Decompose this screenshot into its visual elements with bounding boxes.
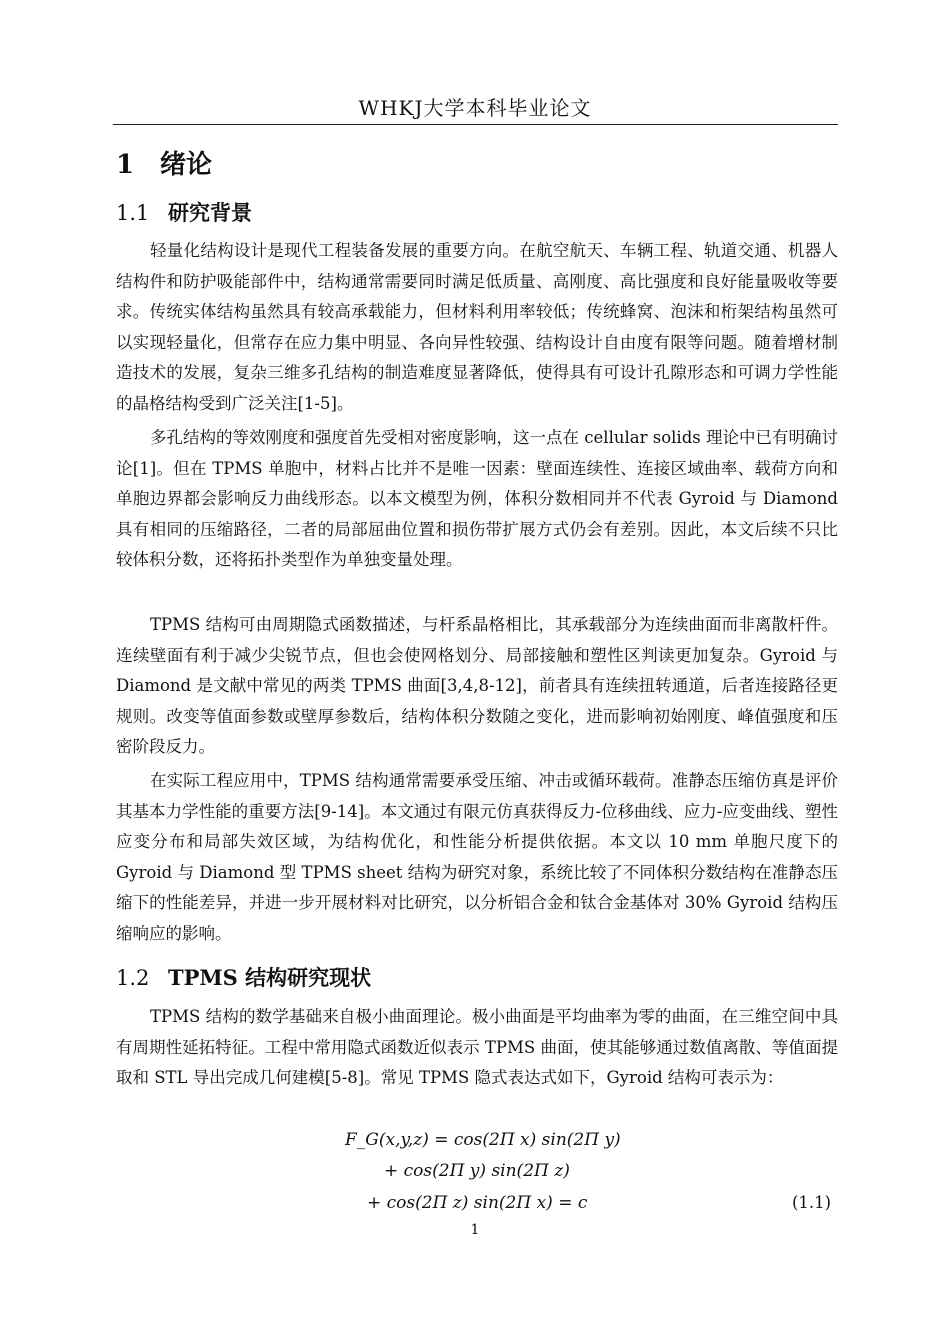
page-number: 1	[470, 1222, 480, 1238]
paragraph: 多孔结构的等效刚度和强度首先受相对密度影响，这一点在 cellular solids 理论中已有明确讨论[1]。但在 TPMS 单胞中，材料占比并不是唯一因素：壁面连续性、连接区域曲率、载荷方向和单胞边界都会影响反力曲线形态。以本文模型为例，体积分数相同并不代表 Gyroid 与 Diamond 具有相同的压缩路径，二者的局部屈曲位置和损伤带扩展方式仍会有差别。因此，本文后续不只比较体积分数，还将拓扑类型作为单独变量处理。	[116, 428, 838, 570]
chapter-title: 绪论	[160, 150, 213, 180]
chapter-heading	[116, 144, 212, 181]
equation-line-3: + cos(2Π z) sin(2Π x) = c	[367, 1193, 588, 1213]
section-title: TPMS 结构研究现状	[168, 965, 372, 990]
section-heading-1-1	[116, 197, 252, 227]
paragraph: TPMS 结构可由周期隐式函数描述，与杆系晶格相比，其承载部分为连续曲面而非离散杆件。连续壁面有利于减少尖锐节点，但也会使网格划分、局部接触和塑性区判读更加复杂。Gyroid 与 Diamond 是文献中常见的两类 TPMS 曲面[3,4,8-12]，前者具有连续扭转通道，后者连接路径更规则。改变等值面参数或壁厚参数后，结构体积分数随之变化，进而影响初始刚度、峰值强度和压密阶段反力。	[116, 615, 838, 757]
equation-number: (1.1)	[792, 1193, 832, 1212]
equation-line-2: + cos(2Π y) sin(2Π z)	[384, 1161, 570, 1181]
paragraph: 轻量化结构设计是现代工程装备发展的重要方向。在航空航天、车辆工程、轨道交通、机器人结构件和防护吸能部件中，结构通常需要同时满足低质量、高刚度、高比强度和良好能量吸收等要求。传统实体结构虽然具有较高承载能力，但材料利用率较低；传统蜂窝、泡沫和桁架结构虽然可以实现轻量化，但常存在应力集中明显、各向异性较强、结构设计自由度有限等问题。随着增材制造技术的发展，复杂三维多孔结构的制造难度显著降低，使得具有可设计孔隙形态和可调力学性能的晶格结构受到广泛关注[1-5]。	[116, 241, 838, 413]
paragraph: TPMS 结构的数学基础来自极小曲面理论。极小曲面是平均曲率为零的曲面，在三维空间中具有周期性延拓特征。工程中常用隐式函数近似表示 TPMS 曲面，使其能够通过数值离散、等值面提取和 STL 导出完成几何建模[5-8]。常见 TPMS 隐式表达式如下，Gyroid 结构可表示为：	[116, 1007, 838, 1088]
paragraph: 在实际工程应用中，TPMS 结构通常需要承受压缩、冲击或循环载荷。准静态压缩仿真是评价其基本力学性能的重要方法[9-14]。本文通过有限元仿真获得反力-位移曲线、应力-应变曲线、塑性应变分布和局部失效区域，为结构优化，和性能分析提供依据。本文以 10 mm 单胞尺度下的 Gyroid 与 Diamond 型 TPMS sheet 结构为研究对象，系统比较了不同体积分数结构在准静态压缩下的性能差异，并进一步开展材料对比研究，以分析铝合金和钛合金基体对 30% Gyroid 结构压缩响应的影响。	[116, 771, 838, 943]
section-number: 1.2	[116, 966, 150, 990]
section-title: 研究背景	[168, 200, 252, 225]
section-heading-1-2	[116, 962, 371, 992]
equation-line-1: F_G(x,y,z) = cos(2Π x) sin(2Π y)	[345, 1130, 621, 1150]
header-rule	[113, 124, 838, 125]
chapter-number: 1	[116, 150, 135, 180]
running-header: WHKJ大学本科毕业论文	[358, 96, 592, 120]
section-number: 1.1	[116, 201, 150, 225]
